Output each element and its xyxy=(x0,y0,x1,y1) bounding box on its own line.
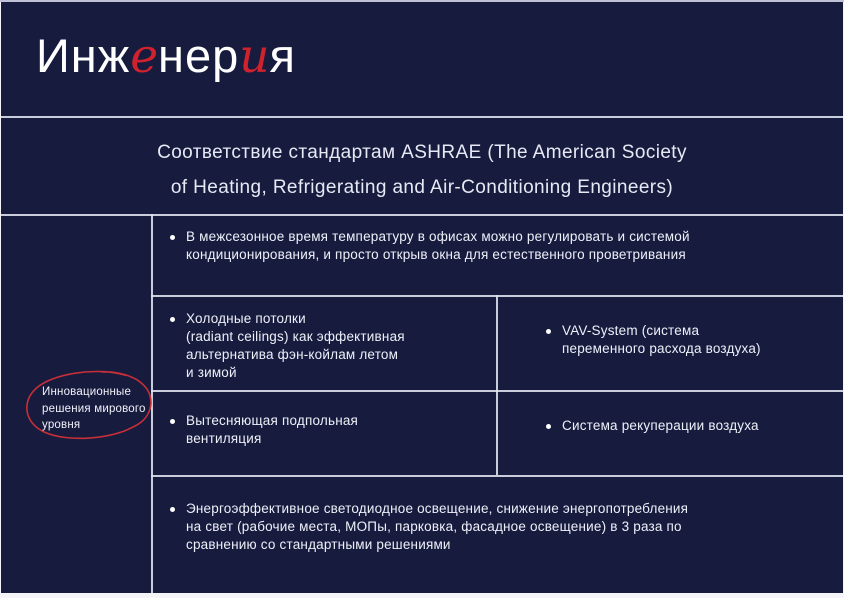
side-label-line: Инновационные xyxy=(42,386,132,398)
logo-segment-accent: е xyxy=(130,29,159,84)
table-cell-air-recovery xyxy=(546,417,759,435)
slide-title-line2: of Heating, Refrigerating and Air-Conditioning Engineers) xyxy=(170,177,674,198)
bullet-icon xyxy=(170,235,175,240)
cell-text xyxy=(562,322,761,358)
cell-text-line: сравнению со стандартными решениями xyxy=(186,537,451,552)
cell-text-line: альтернатива фэн-койлам летом xyxy=(186,347,399,362)
slide-title xyxy=(0,135,844,205)
side-label-line: решения мирового xyxy=(42,402,146,415)
divider-header xyxy=(1,116,843,118)
bullet-icon xyxy=(170,419,175,424)
table-cell-interseason xyxy=(170,228,690,264)
cell-text xyxy=(186,310,405,382)
cell-text-line: Холодные потолки xyxy=(186,311,306,326)
table-cell-displacement-ventilation xyxy=(170,412,358,448)
cell-text-line: кондиционирования, и просто открыв окна для естественного проветривания xyxy=(186,247,686,262)
bullet-icon xyxy=(170,317,175,322)
cell-text xyxy=(186,228,690,264)
cell-text-line: Система рекуперации воздуха xyxy=(562,418,759,433)
cell-text-line: (radiant ceilings) как эффективная xyxy=(186,329,405,344)
cell-text-line: и зимой xyxy=(186,365,237,380)
cell-text-line: на свет (рабочие места, МОПы, парковка, фасадное освещение) в 3 раза по xyxy=(186,519,682,534)
cell-text xyxy=(562,417,759,435)
table-cell-vav-system xyxy=(546,322,761,358)
slide-title-line1: Соответствие стандартам ASHRAE (The American Society xyxy=(157,142,687,163)
cell-text-line: Вытесняющая подпольная xyxy=(186,413,359,428)
cell-text-line: переменного расхода воздуха) xyxy=(562,341,761,356)
cell-text-line: В межсезонное время температуру в офисах можно регулировать и системой xyxy=(186,229,690,244)
cell-text-line: Энергоэффективное светодиодное освещение, снижение энергопотребления xyxy=(186,501,689,516)
logo-segment: нер xyxy=(158,29,240,82)
cell-text-line: вентиляция xyxy=(186,431,262,446)
bullet-icon xyxy=(546,424,551,429)
table-cell-led-lighting xyxy=(170,500,688,554)
logo-segment: Инж xyxy=(36,29,131,82)
side-label-innovative-solutions xyxy=(42,384,146,434)
divider-title xyxy=(1,214,843,216)
logo-segment-accent: и xyxy=(239,29,270,84)
bullet-icon xyxy=(170,507,175,512)
side-label-line: уровня xyxy=(42,419,81,431)
bullet-icon xyxy=(546,329,551,334)
company-logo xyxy=(36,28,296,85)
cell-text xyxy=(186,412,358,448)
cell-text xyxy=(186,500,688,554)
logo-segment: я xyxy=(269,29,296,82)
divider-row3-row4 xyxy=(151,475,843,477)
divider-columns xyxy=(496,295,498,475)
table-cell-radiant-ceilings xyxy=(170,310,405,382)
cell-text-line: VAV-System (система xyxy=(562,323,700,338)
